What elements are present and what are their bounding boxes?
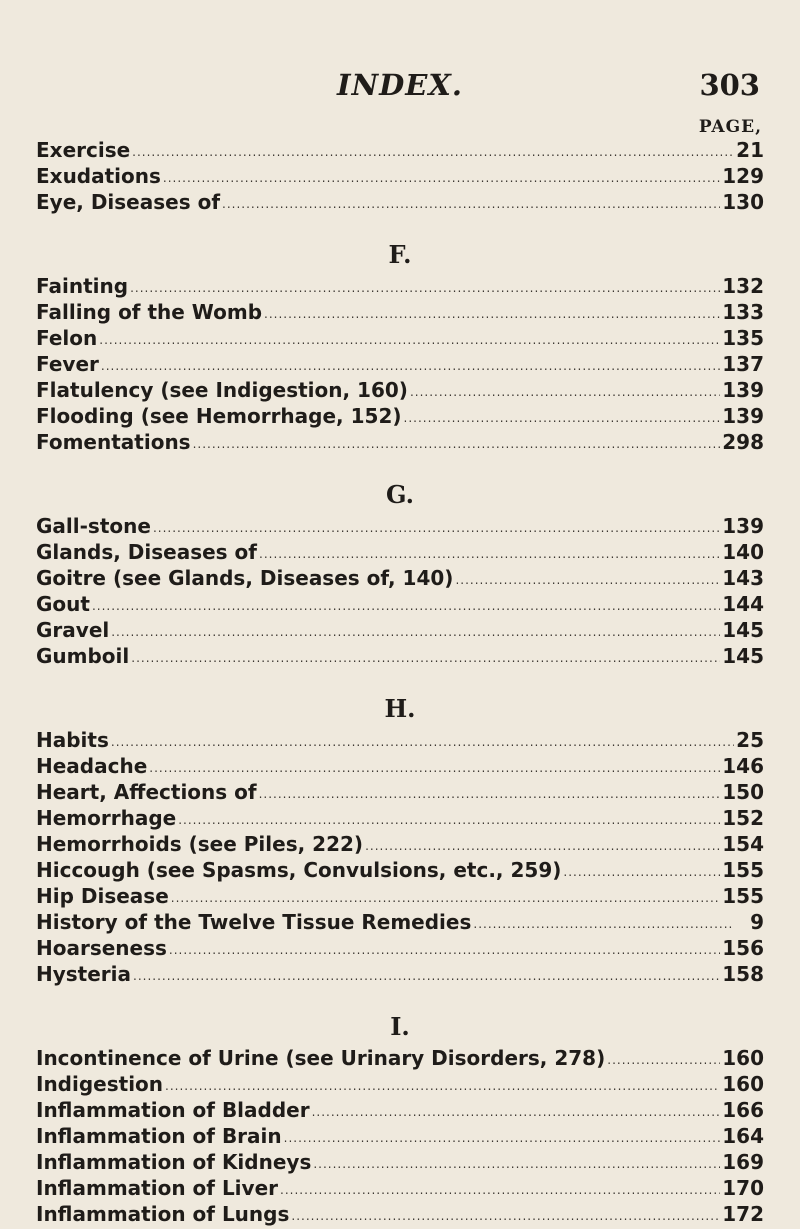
index-entry-term: Headache xyxy=(36,754,148,778)
index-entry xyxy=(36,1123,764,1149)
dot-leader xyxy=(607,1047,720,1073)
index-entry-page: 137 xyxy=(722,352,764,376)
index-entry xyxy=(36,857,764,883)
dot-leader xyxy=(193,431,721,457)
index-entry-term: Glands, Diseases of xyxy=(36,540,257,564)
dot-leader xyxy=(264,301,720,327)
index-entry-term: Flatulency (see Indigestion, 160) xyxy=(36,378,408,402)
section-spacer xyxy=(36,455,764,477)
index-entry-term: Hemorrhage xyxy=(36,806,177,830)
index-entry-term: Inflammation of Brain xyxy=(36,1124,282,1148)
index-entry xyxy=(36,163,764,189)
index-entry-page: 166 xyxy=(722,1098,764,1122)
section-letter-heading: I. xyxy=(390,1012,410,1041)
index-entry-term: Incontinence of Urine (see Urinary Disorders, 278) xyxy=(36,1046,606,1070)
index-entry-term: Felon xyxy=(36,326,98,350)
dot-leader xyxy=(111,729,734,755)
dot-leader xyxy=(280,1177,720,1203)
index-entry-page: 170 xyxy=(722,1176,764,1200)
index-entry-page: 145 xyxy=(722,618,764,642)
index-entry-page: 133 xyxy=(722,300,764,324)
index-entry-page: 132 xyxy=(722,274,764,298)
index-entry-page: 143 xyxy=(722,566,764,590)
index-entry xyxy=(36,189,764,215)
index-entry-term: Fainting xyxy=(36,274,129,298)
index-entry-term: Gall-stone xyxy=(36,514,151,538)
index-entry-page: 152 xyxy=(722,806,764,830)
index-entry-term: Gumboil xyxy=(36,644,130,668)
index-entry-term: Gravel xyxy=(36,618,110,642)
index-entry-term: Eye, Diseases of xyxy=(36,190,221,214)
dot-leader xyxy=(149,755,720,781)
index-entry xyxy=(36,539,764,565)
index-entry-term: Exercise xyxy=(36,138,131,162)
index-entry-term: Hysteria xyxy=(36,962,132,986)
dot-leader xyxy=(313,1151,720,1177)
dot-leader xyxy=(163,165,720,191)
dot-leader xyxy=(111,619,720,645)
section-letter-heading: G. xyxy=(386,480,414,509)
index-entry-page: 146 xyxy=(722,754,764,778)
index-entry-term: Habits xyxy=(36,728,109,752)
dot-leader xyxy=(165,1073,720,1099)
index-entry-page: 154 xyxy=(722,832,764,856)
index-entry-term: Hip Disease xyxy=(36,884,169,908)
index-entry xyxy=(36,753,764,779)
dot-leader xyxy=(92,593,720,619)
index-entry-page: 139 xyxy=(722,514,764,538)
index-entry xyxy=(36,137,764,163)
index-entry-page: 145 xyxy=(722,644,764,668)
page-number: 303 xyxy=(699,68,760,102)
index-entry-term: Hoarseness xyxy=(36,936,167,960)
dot-leader xyxy=(365,833,720,859)
index-list xyxy=(36,137,764,1227)
dot-leader xyxy=(171,885,720,911)
index-entry-page: 172 xyxy=(722,1202,764,1226)
index-entry xyxy=(36,1045,764,1071)
index-entry-term: Hiccough (see Spasms, Convulsions, etc., 259) xyxy=(36,858,562,882)
index-entry-term: Inflammation of Liver xyxy=(36,1176,279,1200)
running-head xyxy=(0,68,800,108)
index-entry-term: Hemorrhoids (see Piles, 222) xyxy=(36,832,364,856)
index-entry xyxy=(36,299,764,325)
dot-leader xyxy=(133,963,720,989)
index-entry-page: 9 xyxy=(750,910,764,934)
index-entry-term: Flooding (see Hemorrhage, 152) xyxy=(36,404,402,428)
index-entry-page: 129 xyxy=(722,164,764,188)
index-entry xyxy=(36,805,764,831)
index-entry-term: Exudations xyxy=(36,164,161,188)
dot-leader xyxy=(291,1203,720,1229)
index-entry-page: 160 xyxy=(722,1046,764,1070)
index-entry-term: Heart, Affections of xyxy=(36,780,257,804)
dot-leader xyxy=(99,327,720,353)
index-entry xyxy=(36,779,764,805)
index-entry-page: 156 xyxy=(722,936,764,960)
index-entry xyxy=(36,1201,764,1227)
index-entry-term: Inflammation of Kidneys xyxy=(36,1150,312,1174)
index-entry-page: 140 xyxy=(722,540,764,564)
index-entry-page: 139 xyxy=(722,404,764,428)
index-entry xyxy=(36,1071,764,1097)
dot-leader xyxy=(473,911,734,937)
index-entry xyxy=(36,909,764,935)
index-entry-page: 169 xyxy=(722,1150,764,1174)
dot-leader xyxy=(130,275,720,301)
dot-leader xyxy=(153,515,720,541)
index-entry-page: 155 xyxy=(722,884,764,908)
index-entry xyxy=(36,1097,764,1123)
dot-leader xyxy=(131,645,720,671)
index-entry xyxy=(36,831,764,857)
section-spacer xyxy=(36,987,764,1009)
index-entry xyxy=(36,961,764,987)
index-entry-page: 144 xyxy=(722,592,764,616)
dot-leader xyxy=(404,405,721,431)
index-entry xyxy=(36,403,764,429)
index-entry xyxy=(36,1175,764,1201)
index-entry xyxy=(36,513,764,539)
index-entry-term: Inflammation of Lungs xyxy=(36,1202,290,1226)
dot-leader xyxy=(410,379,720,405)
index-entry xyxy=(36,727,764,753)
section-spacer xyxy=(36,215,764,237)
index-entry xyxy=(36,643,764,669)
index-entry-term: Inflammation of Bladder xyxy=(36,1098,310,1122)
index-entry-page: 164 xyxy=(722,1124,764,1148)
index-entry-term: Indigestion xyxy=(36,1072,164,1096)
index-entry xyxy=(36,351,764,377)
section-letter-heading: F. xyxy=(388,240,412,269)
index-entry-page: 25 xyxy=(736,728,764,752)
index-entry-page: 139 xyxy=(722,378,764,402)
index-entry xyxy=(36,617,764,643)
index-entry xyxy=(36,565,764,591)
index-entry-page: 135 xyxy=(722,326,764,350)
index-entry-term: Gout xyxy=(36,592,90,616)
index-entry xyxy=(36,429,764,455)
dot-leader xyxy=(563,859,720,885)
index-entry xyxy=(36,883,764,909)
dot-leader xyxy=(222,191,720,217)
index-entry-term: Fomentations xyxy=(36,430,191,454)
index-entry xyxy=(36,273,764,299)
index-entry xyxy=(36,377,764,403)
index-entry-term: Falling of the Womb xyxy=(36,300,263,324)
dot-leader xyxy=(312,1099,721,1125)
index-entry-page: 130 xyxy=(722,190,764,214)
page-column-label: PAGE, xyxy=(698,117,762,137)
dot-leader xyxy=(132,139,734,165)
index-entry-page: 21 xyxy=(736,138,764,162)
section-letter-heading: H. xyxy=(384,694,416,723)
index-entry-page: 158 xyxy=(722,962,764,986)
dot-leader xyxy=(169,937,720,963)
index-entry xyxy=(36,325,764,351)
index-entry-term: History of the Twelve Tissue Remedies xyxy=(36,910,472,934)
index-entry-page: 155 xyxy=(722,858,764,882)
section-spacer xyxy=(36,669,764,691)
page-title: INDEX. xyxy=(337,68,463,102)
dot-leader xyxy=(455,567,720,593)
index-entry-page: 160 xyxy=(722,1072,764,1096)
index-entry xyxy=(36,935,764,961)
dot-leader xyxy=(178,807,720,833)
index-entry-term: Goitre (see Glands, Diseases of, 140) xyxy=(36,566,454,590)
dot-leader xyxy=(284,1125,721,1151)
index-entry xyxy=(36,591,764,617)
dot-leader xyxy=(101,353,720,379)
index-entry-page: 298 xyxy=(722,430,764,454)
index-entry-term: Fever xyxy=(36,352,99,376)
dot-leader xyxy=(259,541,720,567)
dot-leader xyxy=(259,781,721,807)
index-entry xyxy=(36,1149,764,1175)
index-entry-page: 150 xyxy=(722,780,764,804)
